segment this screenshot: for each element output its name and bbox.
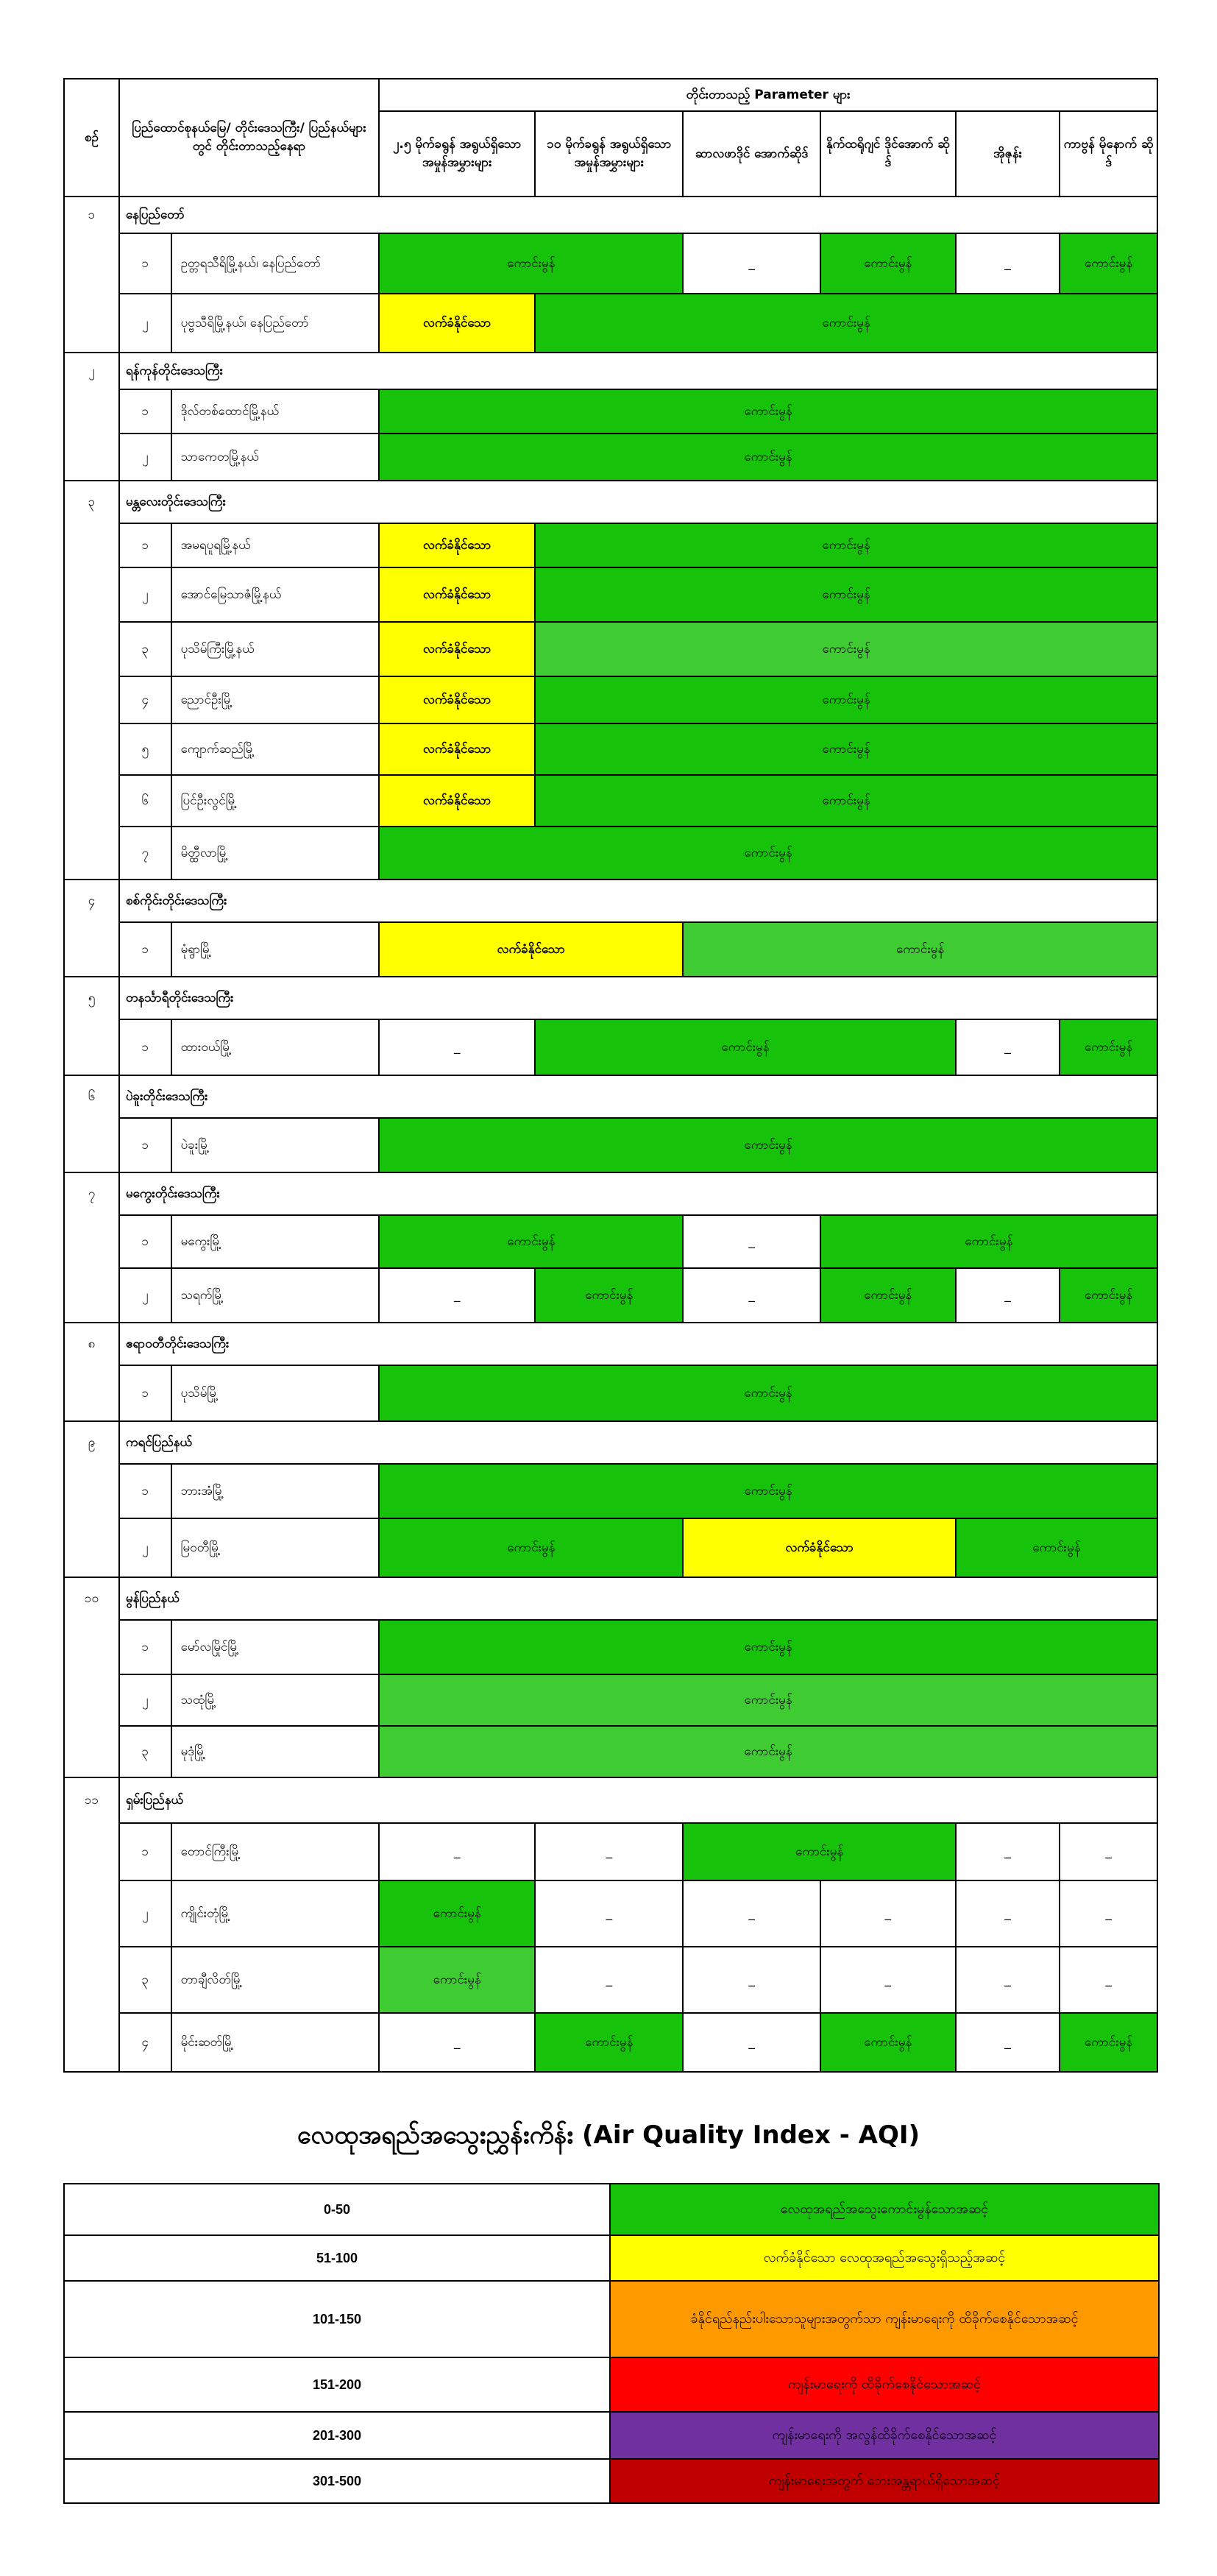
status-good: ကောင်းမွန် xyxy=(820,2013,956,2072)
region-row xyxy=(64,197,1157,233)
site-number: ၁ xyxy=(119,233,171,294)
region-number-spacer xyxy=(64,622,119,676)
aqi-range: 151-200 xyxy=(64,2357,610,2412)
status-none: _ xyxy=(956,2013,1060,2072)
region-number-spacer xyxy=(64,775,119,827)
site-number: ၂ xyxy=(119,1268,171,1323)
status-none: _ xyxy=(683,1215,820,1268)
status-none: _ xyxy=(683,1947,820,2013)
site-name: ဘားအံမြို့ xyxy=(171,1464,380,1518)
status-none: _ xyxy=(956,1019,1060,1075)
site-number: ၅ xyxy=(119,723,171,775)
status-none: _ xyxy=(379,1823,535,1880)
header-row xyxy=(64,79,1157,111)
region-number: ၄ xyxy=(64,880,119,922)
status-good: ကောင်းမွန် xyxy=(379,1464,1157,1518)
site-name: သရက်မြို့ xyxy=(171,1268,380,1323)
status-none: _ xyxy=(956,1268,1060,1323)
region-number-spacer xyxy=(64,1118,119,1172)
status-good: ကောင်းမွန် xyxy=(379,1215,683,1268)
param-no2-header: နိုက်ထရိုဂျင် ဒိုင်အောက် ဆိုဒ် xyxy=(820,111,956,197)
status-none: _ xyxy=(379,2013,535,2072)
site-number: ၂ xyxy=(119,567,171,622)
region-number-spacer xyxy=(64,1019,119,1075)
region-row xyxy=(64,353,1157,389)
site-number: ၂ xyxy=(119,434,171,481)
status-none: _ xyxy=(820,1947,956,2013)
site-row xyxy=(64,434,1157,481)
site-row xyxy=(64,294,1157,353)
status-moderate: လက်ခံနိုင်သော xyxy=(379,294,535,353)
region-number: ၂ xyxy=(64,353,119,389)
status-good: ကောင်းမွန် xyxy=(683,1823,955,1880)
site-row xyxy=(64,1823,1157,1880)
status-good: ကောင်းမွန် xyxy=(379,1947,535,2013)
aqi-range: 301-500 xyxy=(64,2459,610,2503)
region-number-spacer xyxy=(64,1464,119,1518)
param-so2-header: ဆာလဖာဒိုင် အောက်ဆိုဒ် xyxy=(683,111,820,197)
region-number-spacer xyxy=(64,1620,119,1674)
region-number: ၇ xyxy=(64,1172,119,1215)
aqi-legend-table xyxy=(63,2183,1160,2504)
status-good: ကောင်းမွန် xyxy=(379,1620,1157,1674)
status-none: _ xyxy=(1060,1880,1157,1947)
site-number: ၂ xyxy=(119,1674,171,1726)
status-moderate: လက်ခံနိုင်သော xyxy=(379,676,535,723)
site-row xyxy=(64,1726,1157,1777)
status-good: ကောင်းမွန် xyxy=(820,233,956,294)
site-row xyxy=(64,676,1157,723)
site-number: ၁ xyxy=(119,922,171,977)
site-row xyxy=(64,1019,1157,1075)
region-row xyxy=(64,1421,1157,1464)
status-good: ကောင်းမွန် xyxy=(379,1880,535,1947)
aqi-row xyxy=(64,2281,1159,2357)
status-good: ကောင်းမွန် xyxy=(535,1268,683,1323)
region-number: ၆ xyxy=(64,1075,119,1118)
site-name: ပုသိမ်ကြီးမြို့နယ် xyxy=(171,622,380,676)
param-co-header: ကာဗွန် မိုနောက် ဆိုဒ် xyxy=(1060,111,1157,197)
status-good: ကောင်းမွန် xyxy=(379,1518,683,1577)
site-name: မုံရွာမြို့ xyxy=(171,922,380,977)
site-number: ၁ xyxy=(119,389,171,434)
site-name: ညောင်ဦးမြို့ xyxy=(171,676,380,723)
status-good: ကောင်းမွန် xyxy=(1060,1268,1157,1323)
params-title: တိုင်းတာသည့် Parameter များ xyxy=(379,79,1157,111)
air-quality-table xyxy=(63,78,1158,2073)
site-row xyxy=(64,523,1157,567)
region-number-spacer xyxy=(64,434,119,481)
site-number: ၁ xyxy=(119,1620,171,1674)
site-number: ၁ xyxy=(119,1019,171,1075)
status-moderate: လက်ခံနိုင်သော xyxy=(379,622,535,676)
status-good: ကောင်းမွန် xyxy=(535,567,1157,622)
site-row xyxy=(64,1365,1157,1421)
site-number: ၃ xyxy=(119,1947,171,2013)
site-name: မြဝတီမြို့ xyxy=(171,1518,380,1577)
status-none: _ xyxy=(683,1268,820,1323)
site-name: ပုဗ္ဗသီရိမြို့နယ်၊ နေပြည်တော် xyxy=(171,294,380,353)
site-name: သထုံမြို့ xyxy=(171,1674,380,1726)
status-moderate: လက်ခံနိုင်သော xyxy=(683,1518,955,1577)
site-row xyxy=(64,1620,1157,1674)
site-row xyxy=(64,567,1157,622)
site-name: မိုင်းဆတ်မြို့ xyxy=(171,2013,380,2072)
status-none: _ xyxy=(1060,1947,1157,2013)
region-number-spacer xyxy=(64,1726,119,1777)
region-number-spacer xyxy=(64,676,119,723)
aqi-row xyxy=(64,2357,1159,2412)
air-quality-table-container xyxy=(63,78,1158,2073)
region-number-spacer xyxy=(64,567,119,622)
site-name: ထားဝယ်မြို့ xyxy=(171,1019,380,1075)
region-row xyxy=(64,977,1157,1019)
status-good: ကောင်းမွန် xyxy=(379,389,1157,434)
site-name: အောင်မြေသာဇံမြို့နယ် xyxy=(171,567,380,622)
status-good: ကောင်းမွန် xyxy=(379,1726,1157,1777)
region-number-spacer xyxy=(64,1823,119,1880)
status-good: ကောင်းမွန် xyxy=(820,1215,1157,1268)
region-row xyxy=(64,1075,1157,1118)
region-name: စစ်ကိုင်းတိုင်းဒေသကြီး xyxy=(119,880,1157,922)
site-row xyxy=(64,723,1157,775)
region-number-spacer xyxy=(64,1365,119,1421)
aqi-row xyxy=(64,2235,1159,2281)
region-name: ရန်ကုန်တိုင်းဒေသကြီး xyxy=(119,353,1157,389)
site-number: ၂ xyxy=(119,1880,171,1947)
site-number: ၁ xyxy=(119,1823,171,1880)
site-row xyxy=(64,1880,1157,1947)
status-good: ကောင်းမွန် xyxy=(379,434,1157,481)
region-number-spacer xyxy=(64,389,119,434)
region-number-spacer xyxy=(64,2013,119,2072)
site-name: ကျိုင်းတုံမြို့ xyxy=(171,1880,380,1947)
site-number: ၄ xyxy=(119,2013,171,2072)
status-good: ကောင်းမွန် xyxy=(956,1518,1157,1577)
site-name: မော်လမြိုင်မြို့ xyxy=(171,1620,380,1674)
region-number-spacer xyxy=(64,922,119,977)
site-name: မုဒုံမြို့ xyxy=(171,1726,380,1777)
aqi-description: လက်ခံနိုင်သော လေထုအရည်အသွေးရှိသည့်အဆင့် xyxy=(610,2235,1159,2281)
status-none: _ xyxy=(956,233,1060,294)
region-number-spacer xyxy=(64,294,119,353)
aqi-range: 51-100 xyxy=(64,2235,610,2281)
site-row xyxy=(64,1268,1157,1323)
status-good: ကောင်းမွန် xyxy=(535,523,1157,567)
region-number-spacer xyxy=(64,1674,119,1726)
status-none: _ xyxy=(379,1019,535,1075)
status-good: ကောင်းမွန် xyxy=(535,2013,683,2072)
status-good: ကောင်းမွန် xyxy=(1060,233,1157,294)
site-row xyxy=(64,922,1157,977)
site-number: ၁ xyxy=(119,1118,171,1172)
status-good: ကောင်းမွန် xyxy=(535,622,1157,676)
site-name: ပဲခူးမြို့ xyxy=(171,1118,380,1172)
site-number: ၃ xyxy=(119,1726,171,1777)
region-number-spacer xyxy=(64,1518,119,1577)
site-row xyxy=(64,1464,1157,1518)
site-name: ကျောက်ဆည်မြို့ xyxy=(171,723,380,775)
col-no-header: စဉ် xyxy=(64,79,119,197)
status-good: ကောင်းမွန် xyxy=(379,827,1157,880)
status-good: ကောင်းမွန် xyxy=(820,1268,956,1323)
status-none: _ xyxy=(956,1880,1060,1947)
region-number-spacer xyxy=(64,523,119,567)
status-none: _ xyxy=(535,1947,683,2013)
aqi-row xyxy=(64,2459,1159,2503)
region-number-spacer xyxy=(64,1268,119,1323)
site-number: ၁ xyxy=(119,1365,171,1421)
aqi-description: ခံနိုင်ရည်နည်းပါးသောသူများအတွက်သာ ကျန်းမာရေးကို ထိခိုက်စေနိုင်သောအဆင့် xyxy=(610,2281,1159,2357)
region-number-spacer xyxy=(64,827,119,880)
region-name: နေပြည်တော် xyxy=(119,197,1157,233)
site-row xyxy=(64,1518,1157,1577)
site-number: ၃ xyxy=(119,622,171,676)
site-row xyxy=(64,1118,1157,1172)
aqi-row xyxy=(64,2412,1159,2459)
site-row xyxy=(64,233,1157,294)
status-none: _ xyxy=(379,1268,535,1323)
aqi-description: ကျန်းမာရေးကို ထိခိုက်စေနိုင်သောအဆင့် xyxy=(610,2357,1159,2412)
col-location-header: ပြည်ထောင်စုနယ်မြေ/ တိုင်းဒေသကြီး/ ပြည်နယ်များတွင် တိုင်းတာသည့်နေရာ xyxy=(119,79,379,197)
region-name: ပဲခူးတိုင်းဒေသကြီး xyxy=(119,1075,1157,1118)
status-good: ကောင်းမွန် xyxy=(1060,1019,1157,1075)
status-good: ကောင်းမွန် xyxy=(379,1674,1157,1726)
status-good: ကောင်းမွန် xyxy=(379,1365,1157,1421)
site-name: ပုသိမ်မြို့ xyxy=(171,1365,380,1421)
status-none: _ xyxy=(535,1880,683,1947)
aqi-range: 101-150 xyxy=(64,2281,610,2357)
site-row xyxy=(64,1947,1157,2013)
status-good: ကောင်းမွန် xyxy=(535,676,1157,723)
status-moderate: လက်ခံနိုင်သော xyxy=(379,775,535,827)
region-number-spacer xyxy=(64,723,119,775)
status-good: ကောင်းမွန် xyxy=(535,1019,956,1075)
aqi-title: လေထုအရည်အသွေးညွှန်းကိန်း (Air Quality Index - AQI) xyxy=(297,2120,920,2150)
status-moderate: လက်ခံနိုင်သော xyxy=(379,922,683,977)
region-number: ၅ xyxy=(64,977,119,1019)
site-number: ၆ xyxy=(119,775,171,827)
region-number-spacer xyxy=(64,1880,119,1947)
aqi-description: ကျန်းမာရေးကို အလွန်ထိခိုက်စေနိုင်သောအဆင့် xyxy=(610,2412,1159,2459)
region-name: မန္တလေးတိုင်းဒေသကြီး xyxy=(119,481,1157,523)
site-row xyxy=(64,1674,1157,1726)
region-number: ၁၁ xyxy=(64,1777,119,1823)
status-none: _ xyxy=(956,1823,1060,1880)
status-good: ကောင်းမွန် xyxy=(683,922,1157,977)
aqi-row xyxy=(64,2184,1159,2235)
region-number-spacer xyxy=(64,233,119,294)
status-none: _ xyxy=(683,1880,820,1947)
status-moderate: လက်ခံနိုင်သော xyxy=(379,567,535,622)
site-row xyxy=(64,622,1157,676)
region-number: ၈ xyxy=(64,1323,119,1365)
status-none: _ xyxy=(1060,1823,1157,1880)
region-name: ဧရာဝတီတိုင်းဒေသကြီး xyxy=(119,1323,1157,1365)
region-row xyxy=(64,880,1157,922)
aqi-range: 201-300 xyxy=(64,2412,610,2459)
region-name: တနင်္သာရီတိုင်းဒေသကြီး xyxy=(119,977,1157,1019)
site-row xyxy=(64,827,1157,880)
site-number: ၇ xyxy=(119,827,171,880)
region-row xyxy=(64,1777,1157,1823)
site-number: ၂ xyxy=(119,1518,171,1577)
status-none: _ xyxy=(683,2013,820,2072)
status-good: ကောင်းမွန် xyxy=(535,294,1157,353)
region-name: ကရင်ပြည်နယ် xyxy=(119,1421,1157,1464)
region-row xyxy=(64,1577,1157,1620)
region-name: ရှမ်းပြည်နယ် xyxy=(119,1777,1157,1823)
site-number: ၁ xyxy=(119,1464,171,1518)
region-number: ၉ xyxy=(64,1421,119,1464)
status-good: ကောင်းမွန် xyxy=(1060,2013,1157,2072)
site-name: တာချီလိတ်မြို့ xyxy=(171,1947,380,2013)
status-moderate: လက်ခံနိုင်သော xyxy=(379,723,535,775)
status-moderate: လက်ခံနိုင်သော xyxy=(379,523,535,567)
param-pm10-header: ၁၀ မိုက်ခရွန် အရွယ်ရှိသော အမှုန်အမွှားများ xyxy=(535,111,683,197)
region-number: ၁၀ xyxy=(64,1577,119,1620)
region-row xyxy=(64,481,1157,523)
aqi-legend-container xyxy=(63,2183,1158,2504)
site-number: ၂ xyxy=(119,294,171,353)
status-good: ကောင်းမွန် xyxy=(535,775,1157,827)
site-number: ၁ xyxy=(119,1215,171,1268)
site-name: တောင်ကြီးမြို့ xyxy=(171,1823,380,1880)
region-number: ၁ xyxy=(64,197,119,233)
status-good: ကောင်းမွန် xyxy=(535,723,1157,775)
site-name: ပြင်ဦးလွင်မြို့ xyxy=(171,775,380,827)
region-row xyxy=(64,1172,1157,1215)
site-name: ဥတ္တရသီရိမြို့နယ်၊ နေပြည်တော် xyxy=(171,233,380,294)
status-none: _ xyxy=(956,1947,1060,2013)
aqi-description: လေထုအရည်အသွေးကောင်းမွန်သောအဆင့် xyxy=(610,2184,1159,2235)
status-good: ကောင်းမွန် xyxy=(379,1118,1157,1172)
aqi-description: ကျန်းမာရေးအတွက် ဘေးအန္တရာယ်ရှိသောအဆင့် xyxy=(610,2459,1159,2503)
region-name: မွန်ပြည်နယ် xyxy=(119,1577,1157,1620)
status-good: ကောင်းမွန် xyxy=(379,233,683,294)
site-row xyxy=(64,775,1157,827)
site-number: ၄ xyxy=(119,676,171,723)
site-name: အမရပူရမြို့နယ် xyxy=(171,523,380,567)
param-o3-header: အိုဇုန်း xyxy=(956,111,1060,197)
site-name: ဒိုလ်တစ်ထောင်မြို့နယ် xyxy=(171,389,380,434)
site-row xyxy=(64,389,1157,434)
status-none: _ xyxy=(820,1880,956,1947)
site-name: သာကေတမြို့နယ် xyxy=(171,434,380,481)
region-number-spacer xyxy=(64,1947,119,2013)
site-name: မိတ္ထီလာမြို့ xyxy=(171,827,380,880)
region-name: မကွေးတိုင်းဒေသကြီး xyxy=(119,1172,1157,1215)
site-row xyxy=(64,1215,1157,1268)
param-pm25-header: ၂.၅ မိုက်ခရွန် အရွယ်ရှိသော အမှုန်အမွှားများ xyxy=(379,111,535,197)
status-none: _ xyxy=(535,1823,683,1880)
site-number: ၁ xyxy=(119,523,171,567)
status-none: _ xyxy=(683,233,820,294)
region-number-spacer xyxy=(64,1215,119,1268)
aqi-range: 0-50 xyxy=(64,2184,610,2235)
site-name: မကွေးမြို့ xyxy=(171,1215,380,1268)
region-row xyxy=(64,1323,1157,1365)
region-number: ၃ xyxy=(64,481,119,523)
site-row xyxy=(64,2013,1157,2072)
